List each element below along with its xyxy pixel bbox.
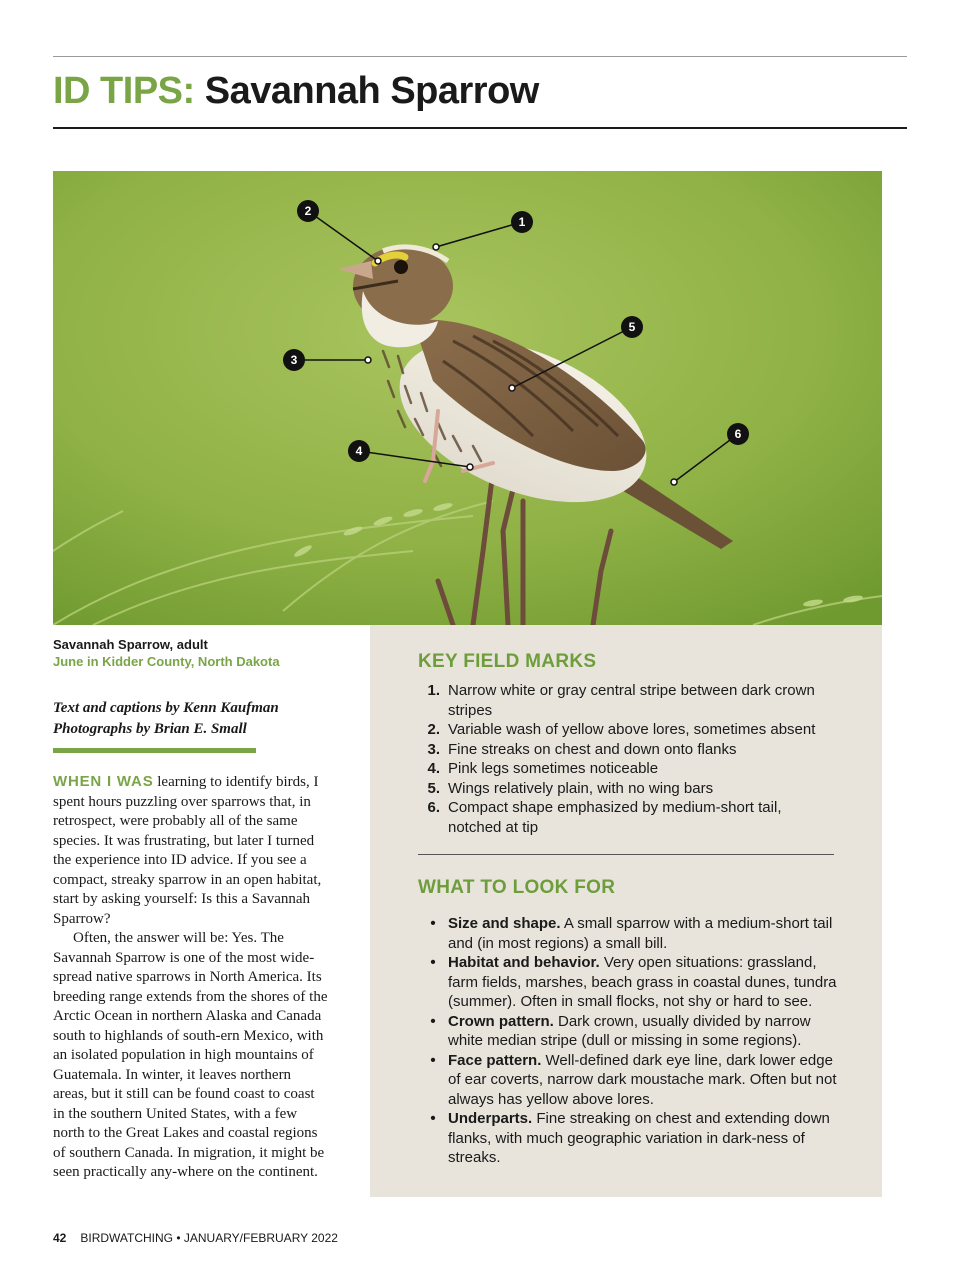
page-footer — [53, 1231, 338, 1245]
list-item: • Underparts. Fine streaking on chest and extending down flanks, with much geographic variation in dark-ness of streaks. — [430, 1110, 830, 1166]
marker-3 — [283, 349, 305, 371]
list-item: 1. Narrow white or gray central stripe between dark crown stripes — [427, 682, 815, 719]
caption-subtitle: June in Kidder County, North Dakota — [53, 654, 280, 669]
sidebar-box — [370, 625, 882, 1197]
article-lead: WHEN I WAS — [53, 773, 154, 790]
list-item: 6. Compact shape emphasized by medium-short tail, notched at tip — [427, 799, 782, 836]
article-paragraph — [53, 772, 328, 929]
what-to-look-for-list — [418, 914, 843, 1168]
page-title — [53, 70, 539, 113]
list-item: • Habitat and behavior. Very open situations: grassland, farm fields, marshes, beach grass in coastal dunes, tundra (summer). Often in small flocks, not shy or hard to see. — [430, 954, 837, 1010]
credits-text: Text and captions by Kenn Kaufman — [53, 700, 279, 716]
page-number: 42 — [53, 1231, 67, 1245]
svg-text:6: 6 — [734, 427, 742, 441]
caption-title: Savannah Sparrow, adult — [53, 637, 208, 652]
article-body — [53, 772, 328, 1183]
title-prefix: ID TIPS: — [53, 70, 195, 112]
marker-6 — [727, 423, 749, 445]
list-item: • Size and shape. A small sparrow with a medium-short tail and (in most regions) a small bill. — [430, 915, 833, 952]
svg-text:1: 1 — [518, 215, 526, 229]
box-divider — [418, 854, 834, 855]
svg-text:2: 2 — [304, 204, 312, 218]
list-item: • Face pattern. Well-defined dark eye line, dark lower edge of ear coverts, narrow dark moustache mark. Often but not always has yellow above lores. — [430, 1051, 837, 1108]
marker-5 — [621, 316, 643, 338]
photo-caption — [53, 636, 280, 670]
title-rule — [53, 127, 907, 129]
bird-eye — [394, 260, 408, 274]
list-item: 2. Variable wash of yellow above lores, sometimes absent — [427, 721, 816, 738]
list-item: • Crown pattern. Dark crown, usually divided by narrow white median stripe (dull or missing in some regions). — [430, 1012, 811, 1049]
marker-2 — [297, 200, 319, 222]
key-field-marks-heading: KEY FIELD MARKS — [418, 651, 597, 672]
list-item: 4. Pink legs sometimes noticeable — [427, 760, 659, 777]
sparrow-photo — [53, 171, 882, 625]
key-field-marks-list — [418, 681, 838, 837]
svg-text:5: 5 — [628, 320, 636, 334]
credits-photos: Photographs by Brian E. Small — [53, 721, 247, 737]
what-to-look-for-heading: WHAT TO LOOK FOR — [418, 877, 616, 898]
marker-1 — [511, 211, 533, 233]
article-paragraph-2: Often, the answer will be: Yes. The Savannah Sparrow is one of the most wide-spread native sparrows in North America. Its breeding range extends from the shores of the Arctic Ocean in northern Alaska and Canada south to highlands of south-ern Mexico, with an isolated population in high mountains of Guatemala. In winter, it leaves northern areas, but it still can be found coast to coast in the southern United States, with a few north to the Great Lakes and coastal regions of southern Canada. In migration, it might be seen practically any-where on the continent. — [53, 930, 328, 1180]
sparrow-illustration — [53, 171, 882, 625]
svg-text:4: 4 — [355, 444, 363, 458]
list-item: 3. Fine streaks on chest and down onto flanks — [427, 740, 737, 758]
article-paragraph-1-text: learning to identify birds, I spent hours puzzling over sparrows that, in retrospect, were probably all of the same species. It was frustrating, but later I turned the experience into ID advice. If you see a compact, streaky sparrow in an open habitat, start by asking yourself: Is this a Savannah Sparrow? — [53, 774, 322, 927]
top-rule — [53, 56, 907, 57]
credits — [53, 698, 279, 740]
credits-bar — [53, 748, 256, 753]
list-item: 5. Wings relatively plain, with no wing bars — [427, 779, 714, 797]
publication-info: BIRDWATCHING • JANUARY/FEBRUARY 2022 — [80, 1231, 338, 1245]
marker-4 — [348, 440, 370, 462]
svg-text:3: 3 — [290, 353, 298, 367]
title-main: Savannah Sparrow — [204, 70, 539, 112]
